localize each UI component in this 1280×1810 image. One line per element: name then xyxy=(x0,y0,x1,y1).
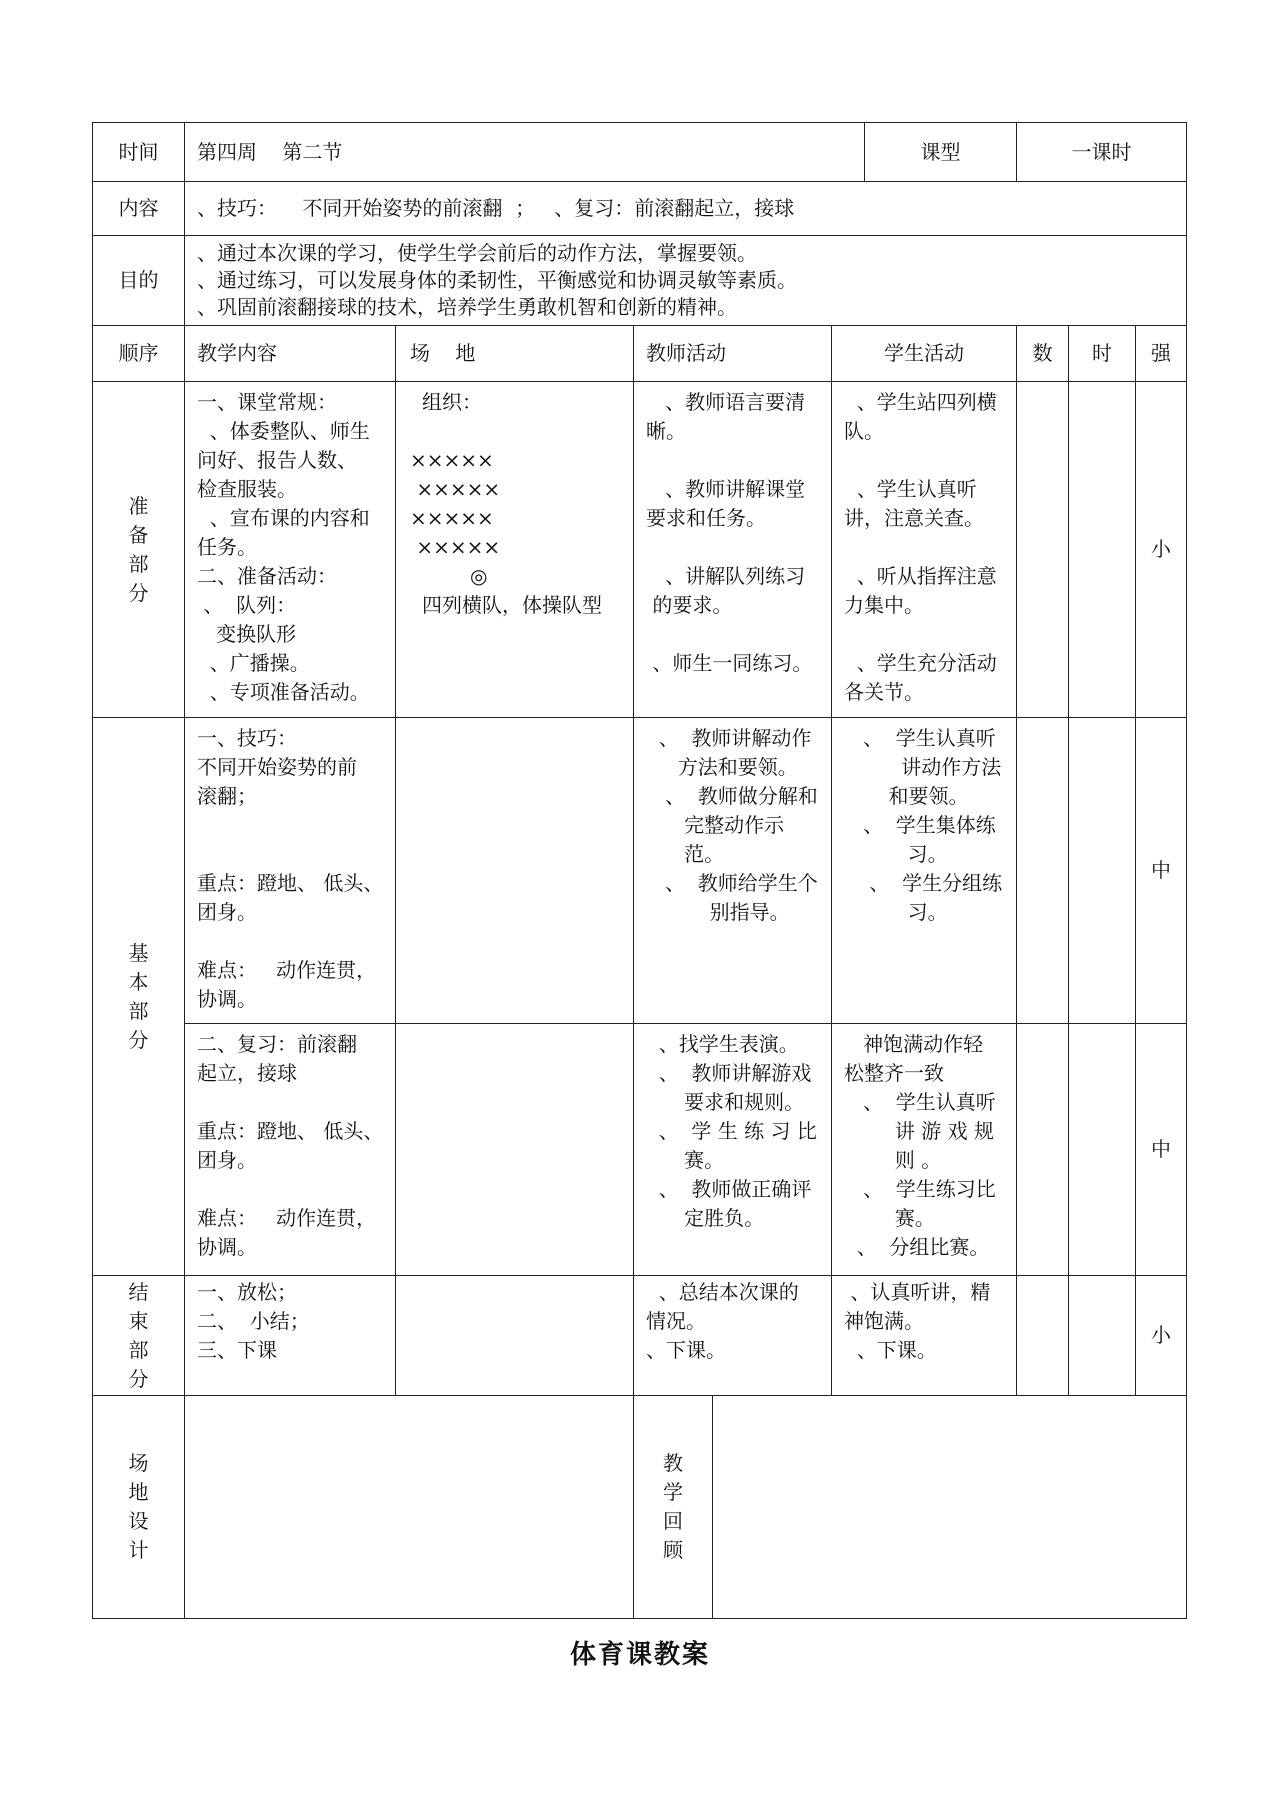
col-teacher: 教师活动 xyxy=(634,326,832,382)
time-value: 第四周 第二节 xyxy=(185,123,865,181)
basic1-student: 、 学生认真听 讲动作方法 和要领。 、 学生集体练 习。 、 学生分组练 习。 xyxy=(832,718,1017,1024)
basic2-intensity: 中 xyxy=(1136,1024,1187,1276)
basic1-count xyxy=(1017,718,1069,1024)
basic2-time xyxy=(1069,1024,1136,1276)
goal-label: 目的 xyxy=(93,236,185,326)
basic2-content: 二、复习：前滚翻 起立，接球 重点：蹬地、 低头、 团身。 难点： 动作连贯， 协调。 xyxy=(185,1024,396,1276)
prep-count xyxy=(1017,382,1069,718)
venue-design-label: 场 地 设 计 xyxy=(93,1396,185,1619)
formation-row: ××××× xyxy=(410,506,494,530)
basic1-intensity: 中 xyxy=(1136,718,1187,1024)
section-end-label: 结 束 部 分 xyxy=(93,1276,185,1396)
section-end-row xyxy=(93,1276,1187,1396)
goal-item: 、巩固前滚翻接球的技术，培养学生勇敢机智和创新的精神。 xyxy=(197,295,737,319)
col-count: 数 xyxy=(1017,326,1069,382)
review-area xyxy=(634,1396,1187,1619)
review-content xyxy=(713,1396,1187,1618)
lesson-plan-table xyxy=(92,122,1187,1619)
content-value: 、技巧： 不同开始姿势的前滚翻 ； 、复习：前滚翻起立，接球 xyxy=(185,182,1187,236)
goal-list xyxy=(185,236,1187,326)
basic1-venue xyxy=(396,718,634,1024)
prep-student: 、学生站四列横 队。 、学生认真听 讲，注意关查。 、听从指挥注意 力集中。 、学生充分活动 各关节。 xyxy=(832,382,1017,718)
basic1-content: 一、技巧： 不同开始姿势的前 滚翻； 重点：蹬地、 低头、 团身。 难点： 动作连贯， 协调。 xyxy=(185,718,396,1024)
prep-teacher: 、教师语言要清 晰。 、教师讲解课堂 要求和任务。 、讲解队列练习 的要求。 、师生一同练习。 xyxy=(634,382,832,718)
time-row xyxy=(185,123,1017,182)
bottom-row xyxy=(93,1396,1187,1619)
section-basic2-row xyxy=(93,1024,1187,1276)
venue-caption: 四列横队，体操队型 xyxy=(422,593,602,617)
section-basic-label: 基 本 部 分 xyxy=(93,718,185,1276)
basic2-teacher: 、找学生表演。 、 教师讲解游戏 要求和规则。 、 学 生 练 习 比 赛。 、 教师做正确评 定胜负。 xyxy=(634,1024,832,1276)
basic1-time xyxy=(1069,718,1136,1024)
end-intensity: 小 xyxy=(1136,1276,1187,1396)
document-title: 体育课教案 xyxy=(569,1640,710,1670)
col-order: 顺序 xyxy=(93,326,185,382)
formation-row: ××××× xyxy=(410,535,501,559)
section-basic1-row xyxy=(93,718,1187,1024)
venue-design-area xyxy=(185,1396,634,1619)
prep-intensity: 小 xyxy=(1136,382,1187,718)
lesson-type-value: 一课时 xyxy=(1017,123,1187,182)
content-label: 内容 xyxy=(93,182,185,236)
end-content: 一、放松； 二、 小结； 三、下课 xyxy=(185,1276,396,1396)
basic1-teacher: 、 教师讲解动作 方法和要领。 、 教师做分解和 完整动作示 范。 、 教师给学生个 别指导。 xyxy=(634,718,832,1024)
basic2-student: 神饱满动作轻 松整齐一致 、 学生认真听 讲 游 戏 规 则 。 、 学生练习比 赛。 、 分组比赛。 xyxy=(832,1024,1017,1276)
prep-content: 一、课堂常规： 、体委整队、师生 问好、报告人数、 检查服装。 、宣布课的内容和 任务。 二、准备活动： 、 队列： 变换队形 、广播操。 、专项准备活动。 xyxy=(185,382,396,718)
formation-row: ××××× xyxy=(410,448,494,472)
formation-row: ××××× xyxy=(410,477,501,501)
end-venue xyxy=(396,1276,634,1396)
end-time xyxy=(1069,1276,1136,1396)
time-label: 时间 xyxy=(93,123,185,182)
col-intensity: 强 xyxy=(1136,326,1187,382)
col-student: 学生活动 xyxy=(832,326,1017,382)
end-teacher: 、总结本次课的 情况。 、下课。 xyxy=(634,1276,832,1396)
section-prep-label: 准 备 部 分 xyxy=(93,382,185,718)
prep-time xyxy=(1069,382,1136,718)
section-prep-row xyxy=(93,382,1187,718)
col-content: 教学内容 xyxy=(185,326,396,382)
lesson-type-label: 课型 xyxy=(920,139,961,164)
prep-venue xyxy=(396,382,634,718)
lesson-plan-sheet xyxy=(92,122,1186,1619)
col-time: 时 xyxy=(1069,326,1136,382)
basic2-venue xyxy=(396,1024,634,1276)
venue-organize-title: 组织： xyxy=(422,390,482,414)
teacher-position-symbol: ◎ xyxy=(470,564,488,588)
goal-item: 、通过本次课的学习，使学生学会前后的动作方法，掌握要领。 xyxy=(197,241,757,265)
end-count xyxy=(1017,1276,1069,1396)
basic2-count xyxy=(1017,1024,1069,1276)
goal-item: 、通过练习，可以发展身体的柔韧性，平衡感觉和协调灵敏等素质。 xyxy=(197,268,797,292)
end-student: 、认真听讲，精 神饱满。 、下课。 xyxy=(832,1276,1017,1396)
col-venue: 场 地 xyxy=(396,326,634,382)
review-label: 教 学 回 顾 xyxy=(634,1396,713,1618)
